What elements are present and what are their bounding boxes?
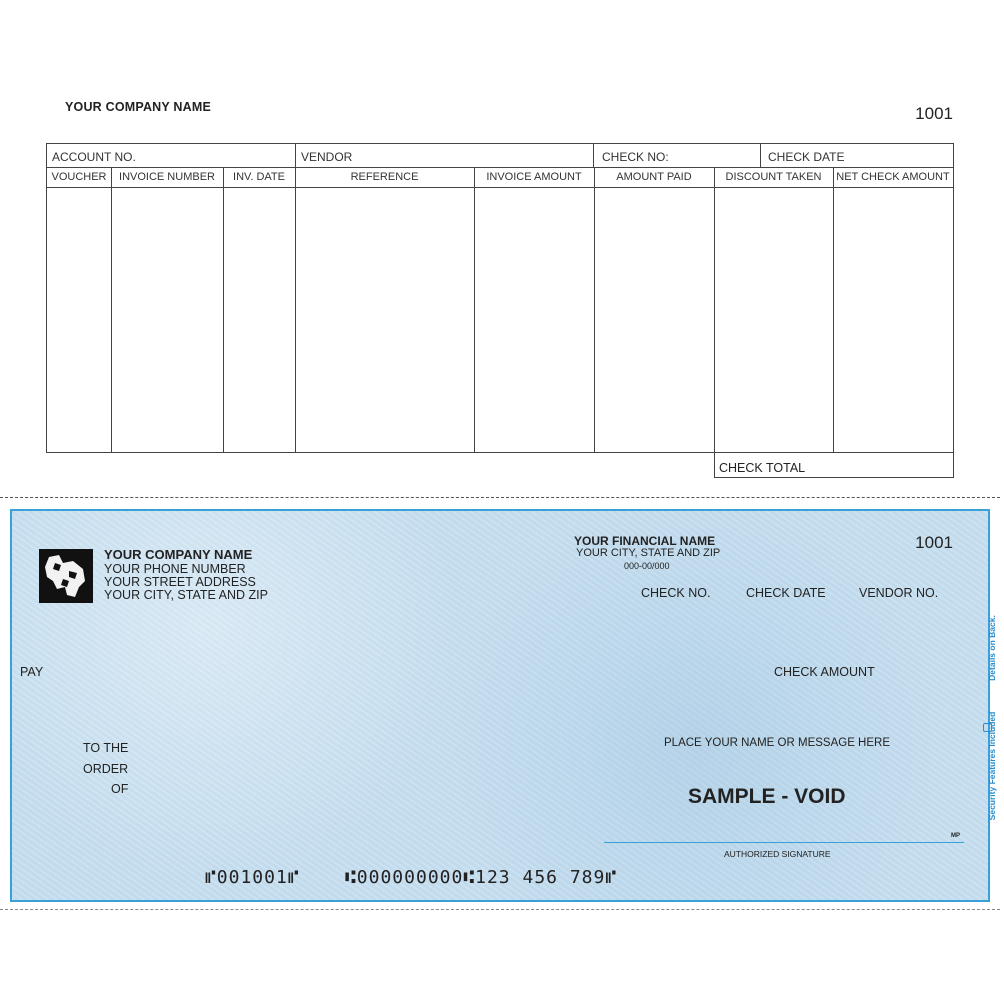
column-header: DISCOUNT TAKEN <box>725 171 822 183</box>
voucher-column-headers <box>47 167 953 188</box>
to-the-label: TO THE <box>83 741 129 755</box>
vendor-label: VENDOR <box>301 150 353 164</box>
check <box>10 509 997 902</box>
check-amount-label: CHECK AMOUNT <box>774 665 875 679</box>
cow-logo-icon <box>39 549 93 603</box>
of-label: OF <box>111 782 129 796</box>
column-header: REFERENCE <box>350 171 419 183</box>
check-number: 1001 <box>915 533 953 552</box>
check-company-name: YOUR COMPANY NAME <box>104 547 253 562</box>
company-city: YOUR CITY, STATE AND ZIP <box>104 588 268 602</box>
mp-mark: MP <box>951 833 960 839</box>
pay-label: PAY <box>20 665 44 679</box>
voucher-table <box>46 143 954 453</box>
order-label: ORDER <box>83 762 129 776</box>
micr-check-number: ⑈001001⑈ <box>205 867 300 888</box>
signature-label: AUTHORIZED SIGNATURE <box>724 849 831 859</box>
vendor-no-label: VENDOR NO. <box>859 586 939 600</box>
account-no-label: ACCOUNT NO. <box>52 150 136 164</box>
voucher-header-row <box>47 144 953 168</box>
signature-line <box>604 842 964 843</box>
financial-name: YOUR FINANCIAL NAME <box>574 534 716 548</box>
bottom-perforation-line <box>0 909 1000 910</box>
column-header: INVOICE NUMBER <box>119 171 215 183</box>
column-header: INV. DATE <box>233 171 285 183</box>
column-header: NET CHECK AMOUNT <box>836 171 950 183</box>
company-street: YOUR STREET ADDRESS <box>104 575 256 589</box>
details-on-back-text: Details on Back. <box>987 615 997 681</box>
column-header: VOUCHER <box>51 171 107 183</box>
check-total-label: CHECK TOTAL <box>714 453 954 478</box>
perforation-line <box>0 497 1000 498</box>
company-phone: YOUR PHONE NUMBER <box>104 562 246 576</box>
routing-fraction: 000-00/000 <box>624 561 670 571</box>
check-date-label: CHECK DATE <box>746 586 826 600</box>
stub-check-number: 1001 <box>915 104 953 123</box>
security-features-text: Security Features Included <box>987 711 997 821</box>
check-no-label: CHECK NO: <box>602 150 669 164</box>
check-no-label: CHECK NO. <box>641 586 711 600</box>
security-side-strip <box>970 611 1004 861</box>
column-header: INVOICE AMOUNT <box>486 171 582 183</box>
stub-company-name: YOUR COMPANY NAME <box>65 100 212 114</box>
micr-routing-account: ⑆000000000⑆123 456 789⑈ <box>345 867 618 888</box>
column-header: AMOUNT PAID <box>616 171 692 183</box>
void-watermark: SAMPLE - VOID <box>688 785 846 808</box>
custom-message: PLACE YOUR NAME OR MESSAGE HERE <box>664 737 891 749</box>
check-date-label: CHECK DATE <box>768 150 845 164</box>
financial-city: YOUR CITY, STATE AND ZIP <box>576 547 721 559</box>
